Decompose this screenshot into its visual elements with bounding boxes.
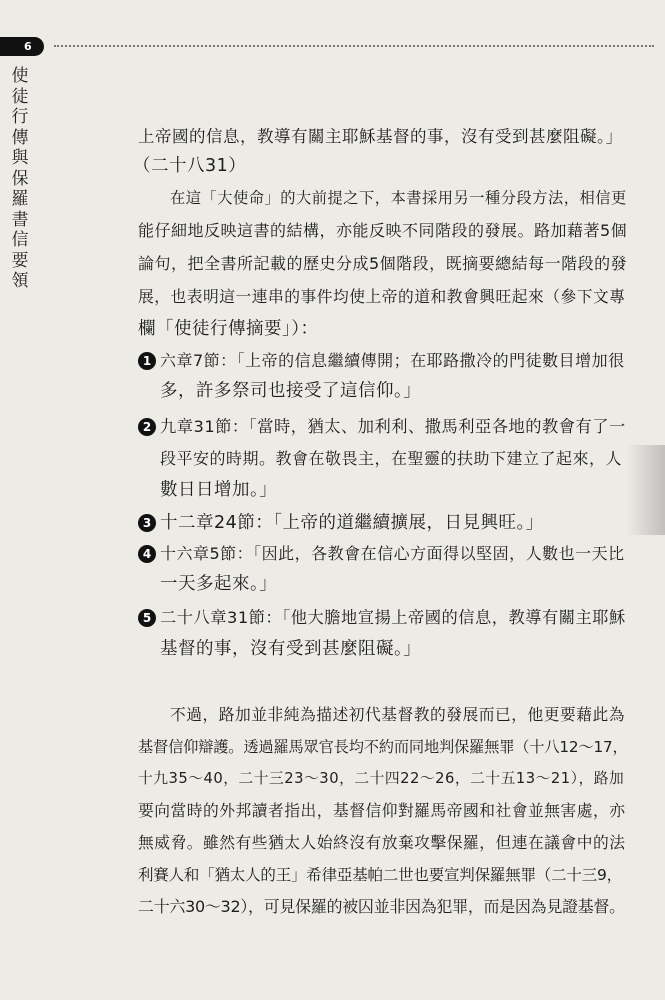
- para1-line: 上帝國的信息，教導有關主耶穌基督的事，沒有受到甚麼阻礙。」: [138, 127, 623, 146]
- para3-line: 二十六30～32），可見保羅的被囚並非因為犯罪，而是因為見證基督。: [138, 897, 625, 916]
- running-head-char: 書: [11, 209, 29, 230]
- page-number: 6: [24, 40, 32, 53]
- dotted-header-rule: [54, 45, 654, 47]
- para3-line: 基督信仰辯護。透過羅馬眾官長均不約而同地判保羅無罪（十八12～17，: [138, 738, 628, 756]
- list-item-line: 一天多起來。」: [160, 574, 278, 594]
- running-head: [10, 66, 30, 292]
- running-head-char: 要: [11, 250, 29, 271]
- running-head-char: 傳: [11, 127, 29, 148]
- list-item-line: 十六章5節：「因此，各教會在信心方面得以堅固，人數也一天比: [160, 544, 625, 563]
- list-item-line: 六章7節：「上帝的信息繼續傳開；在耶路撒冷的門徒數目增加很: [160, 351, 625, 370]
- running-head-char: 使: [11, 66, 29, 86]
- list-item-line: 基督的事，沒有受到甚麼阻礙。」: [160, 639, 422, 659]
- running-head-char: 徒: [11, 86, 29, 107]
- running-head-char: 羅: [11, 189, 29, 209]
- running-head-char: 行: [11, 107, 29, 127]
- para2-line: 展，也表明這一連串的事件均使上帝的道和教會興旺起來（參下文專: [138, 287, 626, 306]
- para2-line: 欄「使徒行傳摘要」）：: [138, 319, 319, 339]
- list-item-line: 十二章24節：「上帝的道繼續擴展，日見興旺。」: [160, 513, 544, 533]
- running-head-char: 領: [11, 271, 29, 291]
- list-item-line: 多，許多祭司也接受了這信仰。」: [160, 381, 422, 401]
- scan-shadow: [626, 445, 665, 535]
- para1-line: （二十八31）: [133, 156, 247, 176]
- list-badge-3: 3: [138, 514, 156, 532]
- running-head-char: 信: [11, 230, 29, 250]
- list-badge-2: 2: [138, 418, 156, 436]
- para3-line: 無威脅。雖然有些猶太人始終沒有放棄攻擊保羅，但連在議會中的法: [138, 833, 626, 852]
- para3-line: 不過，路加並非純為描述初代基督教的發展而已，他更要藉此為: [170, 705, 625, 724]
- list-badge-1: 1: [138, 352, 156, 370]
- running-head-char: 與: [11, 148, 29, 168]
- list-badge-5: 5: [138, 609, 156, 627]
- para3-line: 要向當時的外邦讀者指出，基督信仰對羅馬帝國和社會並無害處，亦: [138, 801, 626, 820]
- para3-line: 十九35～40，二十三23～30，二十四22～26，二十五13～21），路加: [138, 770, 625, 787]
- list-item-line: 九章31節：「當時，猶太、加利利、撒馬利亞各地的教會有了一: [160, 417, 626, 436]
- para2-line: 論句，把全書所記載的歷史分成5個階段，既摘要總結每一階段的發: [138, 254, 628, 273]
- page-number-tab: [0, 37, 44, 56]
- para2-line: 在這「大使命」的大前提之下，本書採用另一種分段方法，相信更: [170, 189, 627, 207]
- list-item-line: 段平安的時期。教會在敬畏主，在聖靈的扶助下建立了起來，人: [160, 449, 623, 468]
- running-head-char: 保: [11, 168, 29, 189]
- list-item-line: 數日日增加。」: [160, 480, 278, 500]
- list-item-line: 二十八章31節：「他大膽地宣揚上帝國的信息，教導有關主耶穌: [160, 608, 626, 627]
- para2-line: 能仔細地反映這書的結構，亦能反映不同階段的發展。路加藉著5個: [138, 221, 628, 240]
- para3-line: 利賽人和「猶太人的王」希律亞基帕二世也要宣判保羅無罪（二十三9，: [138, 866, 622, 884]
- list-badge-4: 4: [138, 545, 156, 563]
